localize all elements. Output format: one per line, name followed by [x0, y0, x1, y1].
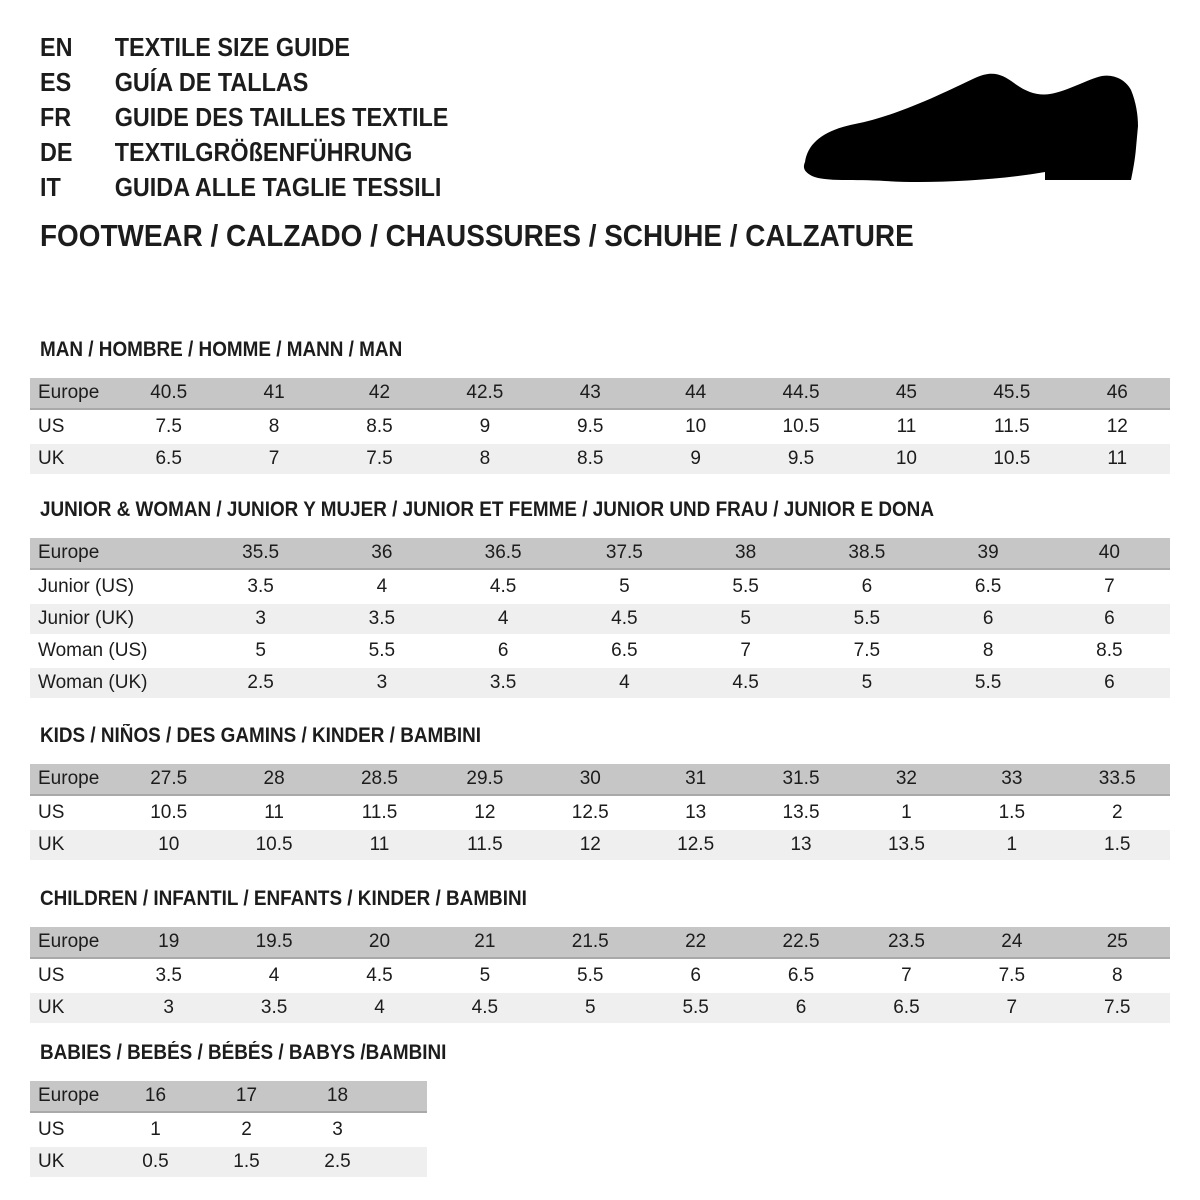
table-row [30, 538, 1170, 570]
size-table-man [30, 376, 1170, 476]
size-cell: 4.5 [432, 993, 537, 1023]
size-cell: 37.5 [564, 538, 685, 570]
size-cell: 20 [327, 927, 432, 959]
size-cell: 27.5 [116, 764, 221, 796]
size-cell: 8 [432, 444, 537, 474]
size-cell: 9 [432, 412, 537, 442]
size-cell: 1.5 [1065, 830, 1170, 860]
size-cell: 44.5 [748, 378, 853, 410]
table-row [30, 604, 1170, 634]
size-cell: 45.5 [959, 378, 1064, 410]
size-cell: 4 [327, 993, 432, 1023]
section-title-children: CHILDREN / INFANTIL / ENFANTS / KINDER / BAMBINI [40, 887, 527, 910]
size-cell: 11.5 [327, 798, 432, 828]
size-cell: 5.5 [538, 961, 643, 991]
section-title-junior-woman: JUNIOR & WOMAN / JUNIOR Y MUJER / JUNIOR ET FEMME / JUNIOR UND FRAU / JUNIOR E DONA [40, 498, 934, 521]
size-cell: 6.5 [928, 572, 1049, 602]
size-cell: 24 [959, 927, 1064, 959]
table-row [30, 927, 1170, 959]
size-cell: 28 [221, 764, 326, 796]
size-cell: 2 [201, 1115, 292, 1145]
size-cell: 44 [643, 378, 748, 410]
language-code: DE [40, 137, 73, 167]
size-cell: 10.5 [221, 830, 326, 860]
size-cell: 38.5 [806, 538, 927, 570]
language-code: EN [40, 32, 73, 62]
row-label: Europe [30, 927, 116, 959]
size-cell: 12 [432, 798, 537, 828]
table-row [30, 572, 1170, 602]
size-table-children [30, 925, 1170, 1025]
spacer-cell [383, 1115, 427, 1145]
size-cell: 30 [538, 764, 643, 796]
size-cell: 3.5 [443, 668, 564, 698]
table-row [30, 1115, 427, 1145]
size-cell: 5 [538, 993, 643, 1023]
size-cell: 40 [1049, 538, 1170, 570]
size-cell: 6 [748, 993, 853, 1023]
row-label: Europe [30, 378, 116, 410]
size-cell: 42 [327, 378, 432, 410]
size-cell: 13 [748, 830, 853, 860]
size-cell: 3 [292, 1115, 383, 1145]
size-cell: 19 [116, 927, 221, 959]
size-cell: 9.5 [538, 412, 643, 442]
size-cell: 3 [116, 993, 221, 1023]
size-cell: 8 [928, 636, 1049, 666]
shoe-icon [750, 30, 1200, 250]
table-row [30, 993, 1170, 1023]
size-cell: 5 [806, 668, 927, 698]
size-cell: 46 [1065, 378, 1170, 410]
row-label: Woman (UK) [30, 668, 200, 698]
row-label: UK [30, 1147, 110, 1177]
table-row [30, 961, 1170, 991]
size-cell: 2.5 [292, 1147, 383, 1177]
size-cell: 5 [432, 961, 537, 991]
spacer-cell [383, 1081, 427, 1113]
size-cell: 7 [221, 444, 326, 474]
size-cell: 2 [1065, 798, 1170, 828]
size-cell: 5.5 [643, 993, 748, 1023]
size-cell: 13.5 [748, 798, 853, 828]
size-cell: 1 [959, 830, 1064, 860]
size-cell: 1.5 [201, 1147, 292, 1177]
language-line-en [40, 30, 448, 65]
size-cell: 33 [959, 764, 1064, 796]
section-junior-woman [30, 498, 1170, 700]
size-cell: 10 [643, 412, 748, 442]
size-cell: 12.5 [538, 798, 643, 828]
size-cell: 2.5 [200, 668, 321, 698]
size-cell: 39 [928, 538, 1049, 570]
size-cell: 10.5 [959, 444, 1064, 474]
row-label: Europe [30, 538, 200, 570]
table-row [30, 412, 1170, 442]
size-cell: 32 [854, 764, 959, 796]
table-row [30, 830, 1170, 860]
size-cell: 21 [432, 927, 537, 959]
language-line-fr [40, 100, 448, 135]
size-cell: 35.5 [200, 538, 321, 570]
size-cell: 38 [685, 538, 806, 570]
size-cell: 12 [538, 830, 643, 860]
size-cell: 11 [1065, 444, 1170, 474]
size-cell: 45 [854, 378, 959, 410]
spacer-cell [383, 1147, 427, 1177]
size-cell: 8 [1065, 961, 1170, 991]
size-cell: 6 [1049, 604, 1170, 634]
size-cell: 7 [854, 961, 959, 991]
size-cell: 3 [200, 604, 321, 634]
size-cell: 6 [443, 636, 564, 666]
size-cell: 5.5 [928, 668, 1049, 698]
size-cell: 19.5 [221, 927, 326, 959]
size-cell: 4.5 [685, 668, 806, 698]
size-cell: 5 [200, 636, 321, 666]
size-cell: 6.5 [116, 444, 221, 474]
size-cell: 31 [643, 764, 748, 796]
size-cell: 3.5 [116, 961, 221, 991]
size-cell: 36.5 [443, 538, 564, 570]
size-cell: 3.5 [221, 993, 326, 1023]
table-row [30, 444, 1170, 474]
size-cell: 10.5 [116, 798, 221, 828]
size-cell: 6.5 [748, 961, 853, 991]
size-cell: 11.5 [959, 412, 1064, 442]
table-row [30, 764, 1170, 796]
row-label: Europe [30, 764, 116, 796]
size-cell: 1 [110, 1115, 201, 1145]
size-cell: 12.5 [643, 830, 748, 860]
row-label: Junior (US) [30, 572, 200, 602]
size-cell: 9.5 [748, 444, 853, 474]
size-cell: 4.5 [564, 604, 685, 634]
size-cell: 6 [643, 961, 748, 991]
table-row [30, 1147, 427, 1177]
size-cell: 41 [221, 378, 326, 410]
size-cell: 28.5 [327, 764, 432, 796]
language-code: IT [40, 172, 61, 202]
table-row [30, 1081, 427, 1113]
section-title-kids: KIDS / NIÑOS / DES GAMINS / KINDER / BAMBINI [40, 724, 482, 747]
section-kids [30, 724, 1170, 862]
row-label: US [30, 798, 116, 828]
size-cell: 43 [538, 378, 643, 410]
table-row [30, 798, 1170, 828]
size-cell: 8 [221, 412, 326, 442]
size-cell: 18 [292, 1081, 383, 1113]
size-cell: 3.5 [321, 604, 442, 634]
size-cell: 1 [854, 798, 959, 828]
size-cell: 11 [221, 798, 326, 828]
size-cell: 3.5 [200, 572, 321, 602]
language-code: FR [40, 102, 72, 132]
row-label: UK [30, 444, 116, 474]
size-cell: 7.5 [1065, 993, 1170, 1023]
size-cell: 29.5 [432, 764, 537, 796]
size-cell: 21.5 [538, 927, 643, 959]
size-cell: 4.5 [327, 961, 432, 991]
size-cell: 31.5 [748, 764, 853, 796]
language-title: TEXTILGRÖßENFÜHRUNG [114, 137, 413, 167]
row-label: US [30, 412, 116, 442]
row-label: Europe [30, 1081, 110, 1113]
size-cell: 4 [443, 604, 564, 634]
section-man [30, 338, 1170, 476]
size-cell: 42.5 [432, 378, 537, 410]
size-cell: 5 [564, 572, 685, 602]
size-cell: 5.5 [321, 636, 442, 666]
size-table-babies [30, 1079, 427, 1179]
size-cell: 8.5 [1049, 636, 1170, 666]
table-row [30, 668, 1170, 698]
language-line-es [40, 65, 448, 100]
row-label: Woman (US) [30, 636, 200, 666]
size-cell: 17 [201, 1081, 292, 1113]
size-cell: 5.5 [806, 604, 927, 634]
size-cell: 11 [854, 412, 959, 442]
size-cell: 11.5 [432, 830, 537, 860]
size-cell: 22.5 [748, 927, 853, 959]
size-cell: 7.5 [116, 412, 221, 442]
language-line-de [40, 135, 448, 170]
size-cell: 8.5 [327, 412, 432, 442]
size-cell: 6 [806, 572, 927, 602]
size-cell: 7 [1049, 572, 1170, 602]
size-cell: 16 [110, 1081, 201, 1113]
size-cell: 13.5 [854, 830, 959, 860]
size-cell: 10 [116, 830, 221, 860]
size-cell: 5 [685, 604, 806, 634]
size-cell: 4 [221, 961, 326, 991]
size-cell: 25 [1065, 927, 1170, 959]
table-row [30, 636, 1170, 666]
size-cell: 11 [327, 830, 432, 860]
size-cell: 33.5 [1065, 764, 1170, 796]
language-line-it [40, 170, 448, 205]
size-cell: 6 [1049, 668, 1170, 698]
row-label: UK [30, 830, 116, 860]
size-cell: 12 [1065, 412, 1170, 442]
section-title-man: MAN / HOMBRE / HOMME / MANN / MAN [40, 338, 403, 361]
size-cell: 23.5 [854, 927, 959, 959]
size-cell: 6 [928, 604, 1049, 634]
size-cell: 7.5 [327, 444, 432, 474]
size-cell: 1.5 [959, 798, 1064, 828]
language-title: GUIDA ALLE TAGLIE TESSILI [114, 172, 442, 202]
size-cell: 3 [321, 668, 442, 698]
size-cell: 7 [685, 636, 806, 666]
size-cell: 4 [564, 668, 685, 698]
language-code: ES [40, 67, 72, 97]
row-label: UK [30, 993, 116, 1023]
row-label: US [30, 961, 116, 991]
size-cell: 22 [643, 927, 748, 959]
size-cell: 8.5 [538, 444, 643, 474]
row-label: US [30, 1115, 110, 1145]
size-cell: 4.5 [443, 572, 564, 602]
size-cell: 4 [321, 572, 442, 602]
section-babies [30, 1041, 1170, 1179]
language-header [40, 30, 494, 205]
row-label: Junior (UK) [30, 604, 200, 634]
size-cell: 6.5 [564, 636, 685, 666]
size-cell: 36 [321, 538, 442, 570]
language-title: GUÍA DE TALLAS [114, 67, 309, 97]
size-cell: 7.5 [959, 961, 1064, 991]
language-title: TEXTILE SIZE GUIDE [114, 32, 351, 62]
size-cell: 10 [854, 444, 959, 474]
size-cell: 7 [959, 993, 1064, 1023]
size-table-kids [30, 762, 1170, 862]
section-children [30, 887, 1170, 1025]
size-cell: 0.5 [110, 1147, 201, 1177]
size-cell: 40.5 [116, 378, 221, 410]
section-title-babies: BABIES / BEBÉS / BÉBÉS / BABYS /BAMBINI [40, 1041, 447, 1064]
table-row [30, 378, 1170, 410]
size-cell: 13 [643, 798, 748, 828]
size-cell: 7.5 [806, 636, 927, 666]
size-cell: 9 [643, 444, 748, 474]
language-title: GUIDE DES TAILLES TEXTILE [114, 102, 449, 132]
size-cell: 6.5 [854, 993, 959, 1023]
size-table-junior-woman [30, 536, 1170, 700]
size-cell: 5.5 [685, 572, 806, 602]
size-cell: 10.5 [748, 412, 853, 442]
category-line: FOOTWEAR / CALZADO / CHAUSSURES / SCHUHE / CALZATURE [40, 218, 914, 253]
